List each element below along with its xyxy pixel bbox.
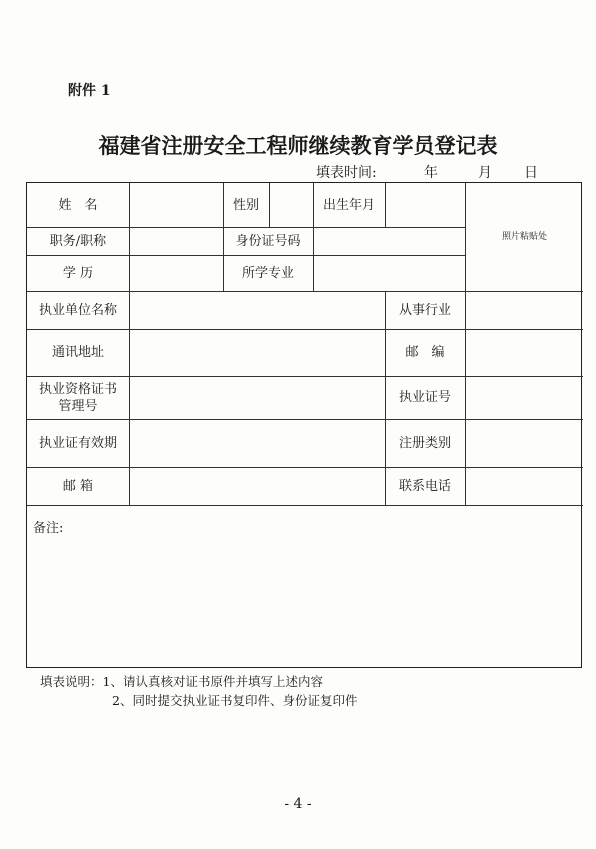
- email-field[interactable]: [130, 467, 385, 505]
- practice-cert-no-label: 执业证号: [398, 390, 451, 405]
- phone-label: 联系电话: [398, 478, 451, 494]
- fill-date-year: 年: [424, 165, 438, 181]
- position-label: 职务/职称: [49, 233, 107, 249]
- phone-field[interactable]: [466, 467, 583, 505]
- gender-field[interactable]: [270, 183, 313, 227]
- cert-mgmt-label-line2: 管理号: [58, 398, 98, 414]
- instructions: [40, 672, 357, 710]
- fill-date-label: 填表时间:: [316, 165, 377, 181]
- cert-mgmt-label: [27, 376, 129, 419]
- instruction-line-1: 填表说明：1、请认真核对证书原件并填写上述内容: [40, 674, 323, 689]
- industry-field[interactable]: [466, 291, 583, 329]
- reg-category-label: 注册类别: [398, 435, 451, 451]
- name-label: 姓 名: [58, 197, 98, 213]
- remarks-field[interactable]: [27, 506, 580, 666]
- id-number-label: 身份证号码: [235, 233, 301, 249]
- position-field[interactable]: [130, 227, 223, 255]
- gender-label: 性别: [232, 197, 259, 213]
- employer-field[interactable]: [130, 291, 385, 329]
- fill-date-month: 月: [478, 165, 492, 181]
- form-title: 福建省注册安全工程师继续教育学员登记表: [98, 133, 498, 158]
- major-label: 所学专业: [241, 265, 294, 281]
- reg-category-field[interactable]: [466, 419, 583, 467]
- validity-field[interactable]: [130, 419, 385, 467]
- education-label: 学 历: [62, 265, 94, 281]
- id-number-field[interactable]: [314, 227, 465, 255]
- attachment-label: 附件 1: [68, 83, 111, 99]
- address-field[interactable]: [130, 329, 385, 376]
- postcode-label: 邮 编: [405, 345, 445, 360]
- fill-date-day: 日: [524, 165, 538, 181]
- employer-label: 执业单位名称: [38, 302, 117, 318]
- cert-mgmt-label-line1: 执业资格证书: [38, 381, 117, 397]
- photo-area[interactable]: 照片粘贴处: [501, 231, 547, 242]
- page-number: - 4 -: [284, 796, 312, 812]
- industry-label: 从事行业: [398, 302, 451, 318]
- email-label: 邮 箱: [62, 478, 94, 494]
- birth-field[interactable]: [386, 183, 465, 227]
- instruction-line-2: 2、同时提交执业证书复印件、身份证复印件: [112, 693, 358, 708]
- remarks-label: 备注:: [33, 521, 64, 536]
- birth-label: 出生年月: [322, 197, 375, 213]
- validity-label: 执业证有效期: [38, 435, 117, 451]
- major-field[interactable]: [314, 255, 465, 291]
- education-field[interactable]: [130, 255, 223, 291]
- registration-form: [26, 182, 582, 668]
- cert-mgmt-field[interactable]: [130, 376, 385, 419]
- practice-cert-no-field[interactable]: [466, 376, 583, 419]
- address-label: 通讯地址: [51, 345, 104, 360]
- name-field[interactable]: [130, 183, 223, 227]
- postcode-field[interactable]: [466, 329, 583, 376]
